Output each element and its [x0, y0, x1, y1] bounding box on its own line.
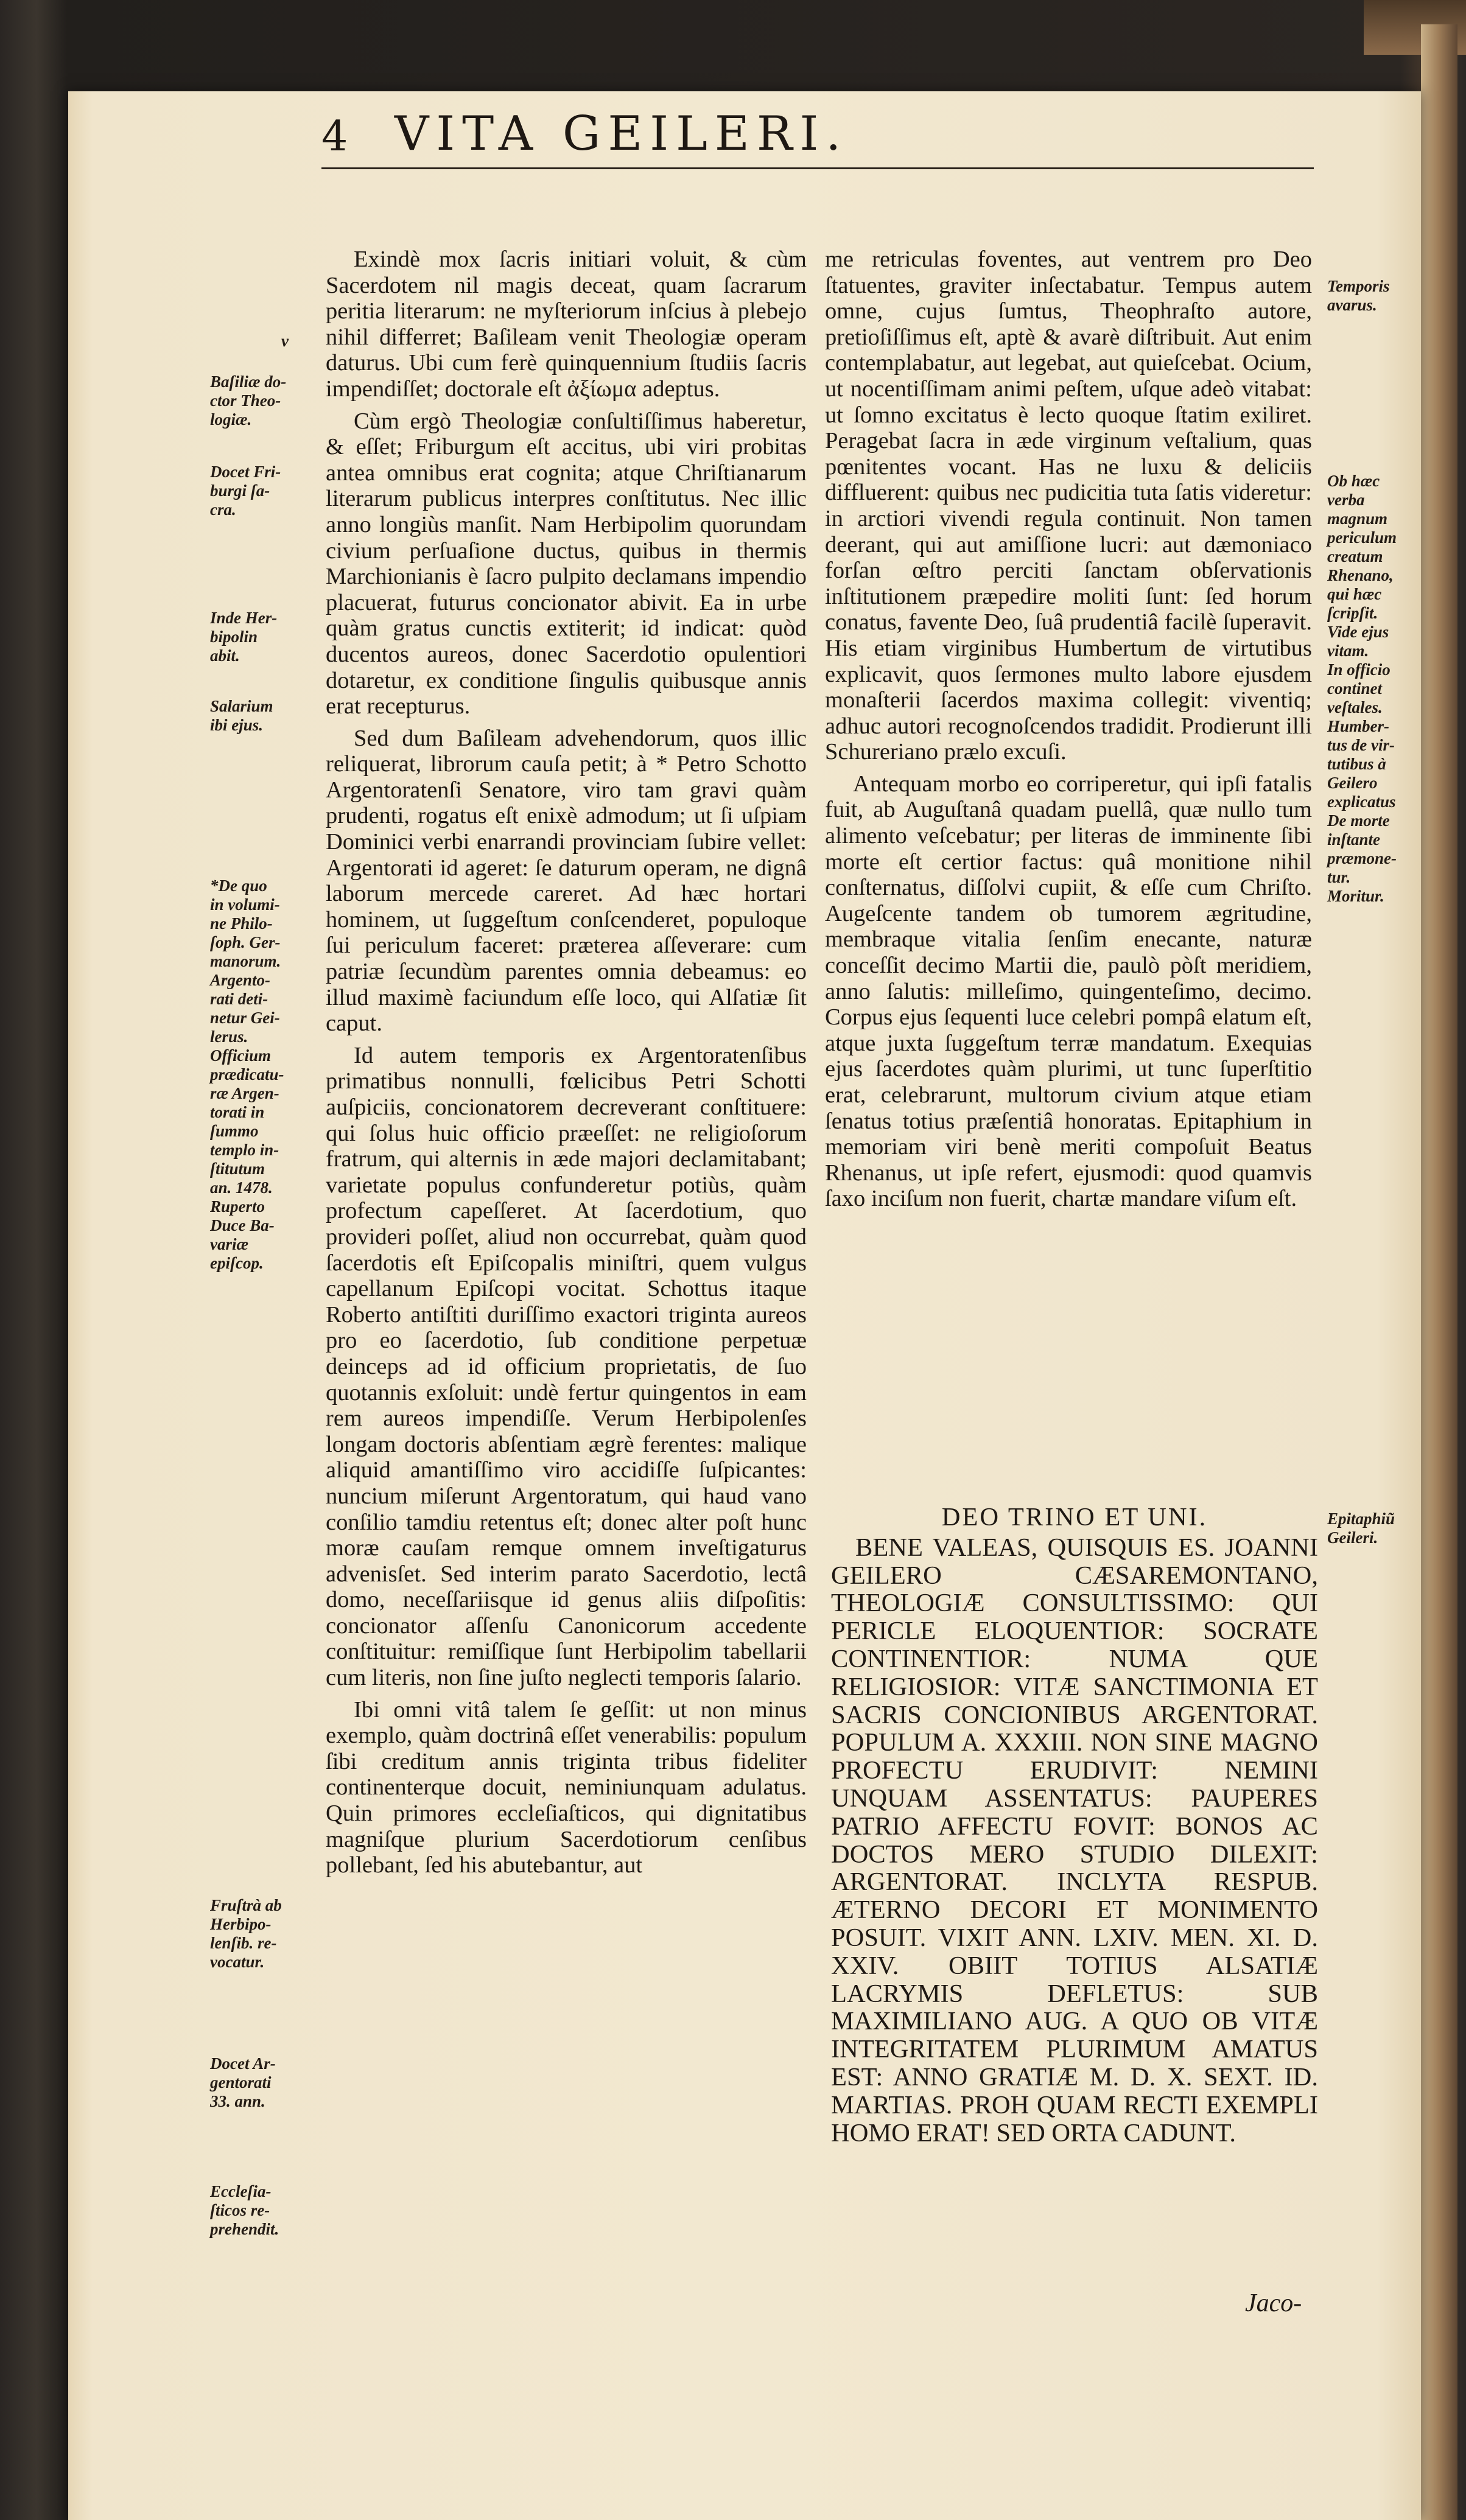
paragraph: Sed dum Baſileam advehendorum, quos illic reliquerat, librorum cauſa petit; à * Petro Schotto Argentoratenſi Senatore, viro tam gravi quàm prudenti, rogatus eſt enixè admodum; ut ſi uſpiam Dominici verbi enarrandi provinciam ſubire vellet: Argentorati id ageret: ſe daturum operam, ne dignâ laborum mercede careret. Ad hæc hortari hominem, ut ſuggeſtum conſcenderet, populoque ſui periculum faceret: præterea aſſeverare: cum patriæ ſecundùm parentes omnia debeamus: eo illud maximè faciundum eſſe loco, qui Alſatiæ ſit caput.: [326, 725, 807, 1037]
paragraph: Exindè mox ſacris initiari voluit, & cùm Sacerdotem nil magis deceat, quam ſacrarum peritia literarum: ne myſteriorum inſcius à plebejo nihil differret; Baſileam venit Theologiæ operam daturus. Ubi cum ferè quinquennium ſtudiis ſacris impendiſſet; doctorale eſt ἀξίωμα adeptus.: [326, 247, 807, 402]
paragraph: Antequam morbo eo corriperetur, qui ipſi fatalis fuit, ab Auguſtanâ quadam puellâ, quæ nullo tum alimento veſcebatur; per literas de imminente ſibi morte eſt certior factus: quâ monitione nihil conſternatus, diſſolvi cupiit, & eſſe cum Chriſto. Augeſcente tandem ob tumorem ægritudine, membraque vitalia ſenſim enecante, naturæ conceſſit decimo Martii die, paulò pòſt meridiem, anno ſalutis: milleſimo, quingenteſimo, decimo. Corpus ejus ſequenti luce celebri pompâ elatum eſt, atque juxta ſuggeſtum terræ mandatum. Exequias ejus ſacerdotes quàm plurimi, ut tunc ſuperſtitio erat, celebrarunt, multorum civium atque etiam ſenatus totius præſentiâ honoratas. Epitaphium in memoriam viri benè meriti compoſuit Beatus Rhenanus, ut ipſe refert, ejusmodi: quod quamvis ſaxo inciſum non fuerit, chartæ mandare viſum eſt.: [825, 771, 1312, 1212]
head-rule: [321, 167, 1314, 169]
margin-note: Docet Fri- burgi ſa- cra.: [210, 463, 281, 519]
left-column: [326, 247, 807, 1885]
page-number: 4: [321, 113, 348, 161]
running-title: VITA GEILERI.: [395, 107, 849, 161]
margin-note: Inde Her- bipolin abit.: [210, 609, 278, 665]
margin-note: Salarium ibi ejus.: [210, 697, 273, 734]
paragraph: Ibi omni vitâ talem ſe geſſit: ut non minus exemplo, quàm doctrinâ eſſet venerabilis: populum ſibi creditum annis triginta tribus fideliter continenterque docuit, neminiunquam adulatus. Quin primores eccleſiaſticos, qui dignitatibus magniſque plurium Sacerdotiorum cenſibus pollebant, ſed his abutebantur, aut: [326, 1696, 807, 1878]
epitaph: [831, 1503, 1318, 2147]
epitaph-text: BENE VALEAS, QUISQUIS ES. JOANNI GEILERO CÆSAREMONTANO, THEOLOGIÆ CONSULTISSIMO: QUI PERICLE ELOQUENTIOR: SOCRATE CONTINENTIOR: NUMA QUE RELIGIOSIOR: VITÆ SANCTIMONIA ET SACRIS CONCIONIBUS ARGENTORAT. POPULUM A. XXXIII. NON SINE MAGNO PROFECTU ERUDIVIT: NEMINI UNQUAM ASSENTATUS: PAUPERES PATRIO AFFECTU FOVIT: BONOS AC DOCTOS MERO STUDIO DILEXIT: ARGENTORAT. INCLYTA RESPUB. ÆTERNO DECORI ET MONIMENTO POSUIT. VIXIT ANN. LXIV. MEN. XI. D. XXIV. OBIIT TOTIUS ALSATIÆ LACRYMIS DEFLETUS: SUB MAXIMILIANO AUG. A QUO OB VITÆ INTEGRITATEM PLURIMUM AMATUS EST: ANNO GRATIÆ M. D. X. SEXT. ID. MARTIAS. PROH QUAM RECTI EXEMPLI HOMO ERAT! SED ORTA CADUNT.: [831, 1533, 1318, 2147]
paragraph: Cùm ergò Theologiæ conſultiſſimus haberetur, & eſſet; Friburgum eſt accitus, ubi viri probitas antea omnibus erat cognita; atque Chriſtianarum literarum publicus interpres conſtitutus. Nec illic anno longiùs manſit. Nam Herbipolim quorundam civium perſuaſione ductus, quibus in thermis Marchionianis è ſacro pulpito declamans impendio placuerat, futurus concionator abivit. Ea in urbe quàm gratus cunctis extiterit; id indicat: quòd ducentos aureos, donec Sacerdotio opulentiori dotaretur, ex conditione ſingulis quibusque annis erat recepturus.: [326, 408, 807, 719]
catchword: Jaco-: [1245, 2289, 1302, 2317]
margin-note: Fruſtrà ab Herbipo- lenſib. re- vocatur.: [210, 1896, 282, 1971]
running-head: [321, 107, 1356, 161]
margin-note: Temporis avarus.: [1327, 277, 1390, 314]
margin-note: v: [281, 332, 289, 350]
margin-note: *De quo in volumi- ne Philo- ſoph. Ger- manorum. Argento- rati deti- netur Gei- lerus. Officium prædicatu- ræ Argen- torati in ſummo templo in- ſtitutum an. 1478. Ruperto Duce Ba- variæ epiſcop.: [210, 877, 284, 1272]
margin-note: Epitaphiũ Geileri.: [1327, 1510, 1395, 1547]
epitaph-heading: DEO TRINO ET UNI.: [941, 1503, 1208, 1531]
margin-note: Docet Ar- gentorati 33. ann.: [210, 2054, 276, 2110]
margin-note: Eccleſia- ſticos re- prehendit.: [210, 2182, 279, 2238]
margin-note: Baſiliæ do- ctor Theo- logiæ.: [210, 373, 287, 429]
book-edge: [1421, 24, 1457, 2520]
paragraph: me retriculas foventes, aut ventrem pro Deo ſtatuentes, graviter inſectabatur. Tempus autem omne, cujus ſumtus, Theophraſto autore, pretioſiſſimus eſt, aptè & avarè diſtribuit. Aut enim contemplabatur, aut legebat, aut quieſcebat. Ocium, ut nocentiſſimam animi peſtem, uſque adeò vitabat: ut ſomno excitatus è lecto quoque ſtatim exiliret. Peragebat ſacra in æde virginum veſtalium, quas pœnitentes vocant. Has ne luxu & deliciis diffluerent: quibus nec pudicitia tuta ſatis videretur: in arctiori vivendi regula continuit. Non tamen deerant, qui aut amiſſione lucri: aut dæmoniaco forſan œſtro perciti ſanctam obſervationis inſtitutionem præpedire moliti ſunt: ſed horum conatus, favente Deo, ſuâ prudentiâ facilè ſuperavit. His etiam virginibus Humbertum de virtutibus explicavit, quos ſermones multo labore ejusdem monaſterii ſacerdos maxima collegit: viventiq; adhuc autori recognoſcendos tradidit. Prodierunt illi Schureriano prælo excuſi.: [825, 247, 1312, 765]
margin-note: Ob hæc verba magnum periculum creatum Rhenano, qui hæc ſcripſit. Vide ejus vitam. In officio continet veſtales. Humber- tus de vir- tutibus à Geilero explicatus De morte inſtante præmone- tur. Moritur.: [1327, 472, 1397, 905]
right-column: [825, 247, 1312, 1218]
paragraph: Id autem temporis ex Argentoratenſibus primatibus nonnulli, fœlicibus Petri Schotti auſpiciis, concionatorem decreverant conſtituere: qui ſolus huic officio præeſſet: ne religioſorum fratrum, qui alternis in æde majori declamitabant; varietate populus confunderetur potiùs, quàm profectum capeſſeret. At ſacerdotium, quo provideri poſſet, aliud non occurrebat, quàm quod ſacerdotis eſt Epiſcopalis miniſtri, quem vulgus capellanum Epiſcopi vocitat. Schottus itaque Roberto antiſtiti duriſſimo exactori triginta aureos pro eo ſacerdotio, ſub conditione perpetuæ deinceps ad id officium proprietatis, de ſuo quotannis exſoluit: undè fertur quingentos in eam rem aureos impendiſſe. Verum Herbipolenſes longam doctoris abſentiam ægrè ferentes: malique aliquid amantiſſimo viro accidiſſe ſuſpicantes: nuncium miſerunt Argentoratum, qui haud vano conſilio tamdiu retentus eſt; donec alter poſt hunc moræ cauſam remque omnem inveſtigaturus advenisſet. Sed interim parato Sacerdotio, lectâ domo, neceſſariisque id genus aliis diſpoſitis: concionator aſſenſu Canonicorum accedente conſtituitur: remiſſique ſunt Herbipolim tabellarii cum literis, non ſine juſto neglecti temporis ſalario.: [326, 1042, 807, 1691]
